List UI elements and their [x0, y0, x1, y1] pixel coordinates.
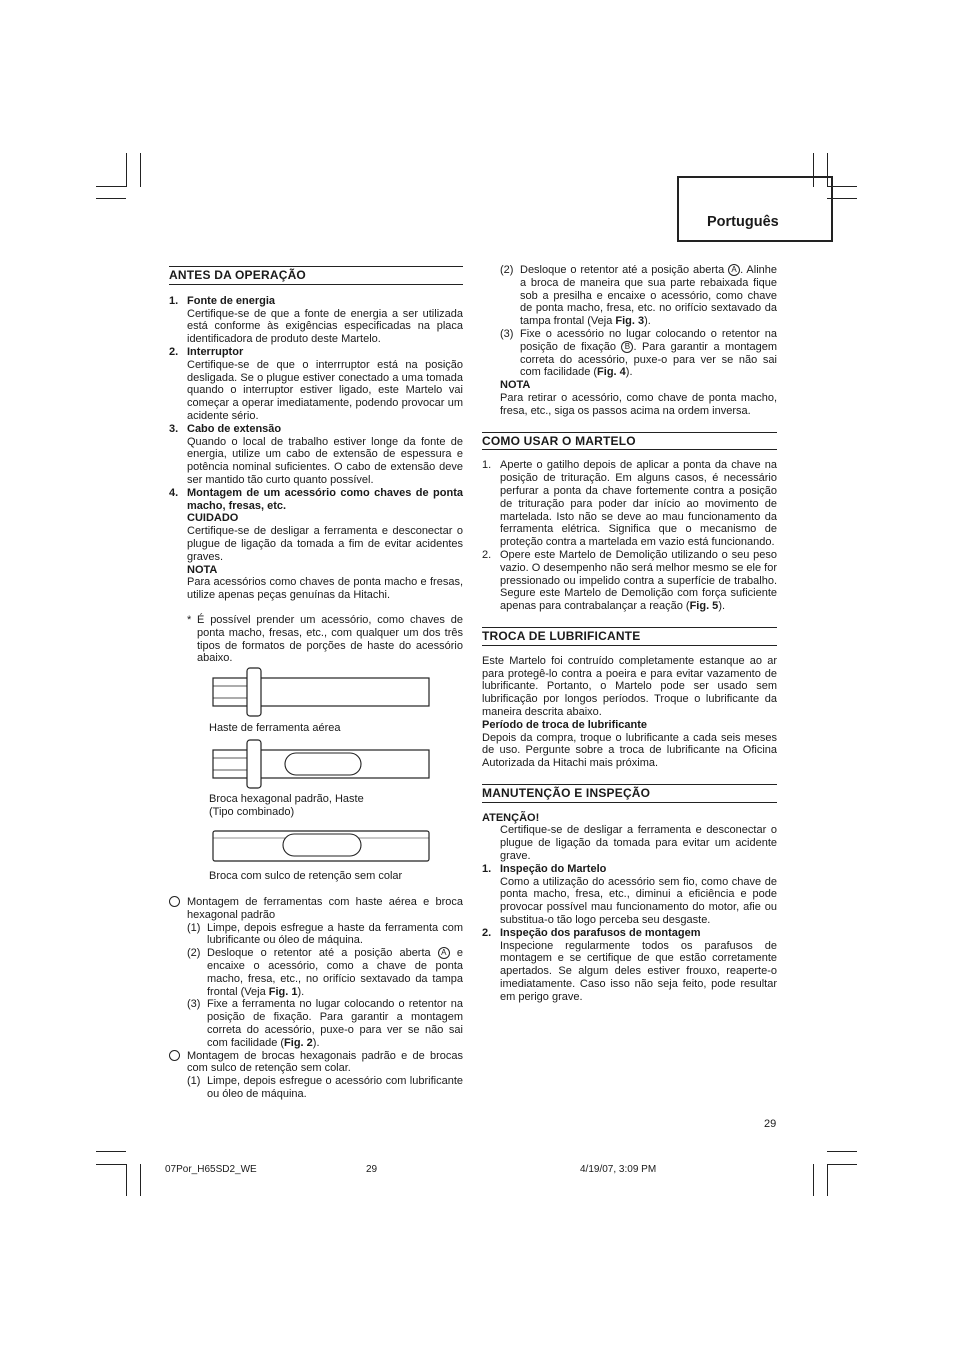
crop-mark: [96, 1151, 126, 1152]
circle-bullet-icon: [169, 1050, 180, 1061]
list-item: Montagem de ferramentas com haste aérea e broca hexagonal padrão: [169, 896, 463, 922]
crop-mark: [96, 198, 126, 199]
shank-figure-groove: [209, 827, 435, 867]
position-a-icon: A: [438, 947, 450, 959]
position-b-icon: B: [621, 341, 633, 353]
note-paragraph: * É possível prender um acessório, como chaves de ponta macho, fresas, etc., com qualquer um dos três tipos de formatos de porções de haste do acessório abaixo.: [187, 613, 463, 665]
list-item: (2) Desloque o retentor até a posição aberta A . Alinhe a broca de maneira que sua parte rebaixada fique sob a presilha e encaixe o acessório, como chave de ponta macho, fresa, etc. no orifício sextavado da tampa frontal (Veja Fig. 3).: [500, 264, 777, 328]
section-title-troca: TROCA DE LUBRIFICANTE: [482, 627, 777, 646]
list-item: (1) Limpe, depois esfregue o acessório com lubrificante ou óleo de máquina.: [187, 1075, 463, 1100]
list-item: 4. Montagem de um acessório como chaves de ponta macho, fresas, etc. CUIDADO Certifique-se de desligar a ferramenta e desconectar o plugue de ligação da tomada a fim de evitar acidentes graves. NOTA Para acessórios como chaves de ponta macho e fresas, utilize apenas peças genuínas da Hitachi.: [169, 486, 463, 602]
list-item: (3) Fixe o acessório no lugar colocando o retentor na posição de fixação B . Para garantir a montagem correta do acessório, puxe-o para ver se não sai com facilidade (Fig. 4).: [500, 327, 778, 379]
figure-caption: Broca hexagonal padrão, Haste (Tipo combinado): [209, 793, 364, 818]
crop-mark: [140, 153, 141, 187]
list-item: 2. Opere este Martelo de Demolição utilizando o seu peso vazio. O desempenho não será melhor mesmo se ele for pressionado ou impelido contra a superfície de trabalho. Segure este Martelo de Demolição com força suficiente apenas para contrabalançar a reação (Fig. 5).: [482, 548, 777, 613]
crop-mark: [813, 1164, 814, 1196]
position-a-icon: A: [728, 264, 740, 276]
crop-mark: [96, 186, 126, 187]
nota-label: NOTA: [187, 563, 218, 576]
section-title-manutencao: MANUTENÇÃO E INSPEÇÃO: [482, 784, 777, 803]
shank-figure-hex: [209, 738, 435, 790]
crop-mark: [96, 1164, 126, 1165]
crop-mark: [827, 1164, 828, 1196]
crop-mark: [140, 1164, 141, 1196]
footer-file: 07Por_H65SD2_WE: [165, 1164, 257, 1175]
shank-figure-aerial: [209, 666, 435, 718]
caution-label: CUIDADO: [187, 512, 239, 525]
list-item: 1. Inspeção do Martelo Como a utilização do acessório sem fio, como chave de ponta macho, fresa, etc., diminui a eficiência e pode provocar possível mau funcionamento do motor, afie ou substitua-o tão logo perceba seu desgaste.: [482, 862, 777, 927]
crop-mark: [126, 153, 127, 187]
crop-mark: [827, 1164, 857, 1165]
right-column: (2) Desloque o retentor até a posição aberta A . Alinhe a broca de maneira que sua parte rebaixada fique sob a presilha e encaixe o acessório, como chave de ponta macho, fresa, etc. no orifício sextavado da tampa frontal (Veja Fig. 3). (3) Fixe o acessório no lugar colocando o retentor na posição de fixação B . Para garantir a montagem correta do acessório, puxe-o para ver se não sai com facilidade (Fig. 4). NOTA Para retirar o acessório, como chave de ponta macho, fresa, etc., siga os passos acima na ordem inversa. COMO USAR O MARTELO 1. Aperte o gatilho depois de aplicar a ponta da chave na posição de trituração. Em alguns casos, é necessário perfurar a ponta da chave fortemente contra a posição de trituração para poder dar início ao movimento de martelada. Isto não se deve ao mau funcionamento da ferramenta elétrica. Significa que o mecanismo de proteção contra a martelada em vazio está funcionando. 2. Opere este Martelo de Demolição utilizando o seu peso vazio. O desempenho não será melhor mesmo se ele for pressionado ou impelido contra a superfície de trabalho. Segure este Martelo de Demolição com força suficiente apenas para contrabalançar a reação (Fig. 5). TROCA DE LUBRIFICANTE Este Martelo foi contruído completamente estanque ao ar para protegê-lo contra a poeira e para evitar vazamento de lubrificante. Portanto, o Martelo pode ser usado sem lubrificação por longos períodos. Troque o lubrificante da maneira descrita abaixo. Período de troca de lubrificante Depois da compra, troque o lubrificante a cada seis meses de uso. Pergunte sobre a troca de lubrificante na Oficina Autorizada da Hitachi mais próxima. MANUTENÇÃO E INSPEÇÃO ATENÇÃO! Certifique-se de desligar a ferramenta e desconectar o plugue de ligação da tomada para evitar um acidente grave. 1. Inspeção do Martelo Como a utilização do acessório sem fio, como chave de ponta macho, fresa, etc., diminui a eficiência e pode provocar possível mau funcionamento do motor, afie ou substitua-o tão logo perceba seu desgaste. 2. Inspeção dos parafusos de montagem Inspecione regularmente todos os parafusos de montagem e se certifique de que estão corretamente apertados. Se algum deles estiver frouxo, reaperte-o imediatamente. Caso isso não seja feito, pode resultar em perigo grave.: [482, 264, 778, 1003]
language-tab: [677, 176, 833, 242]
crop-mark: [827, 1151, 857, 1152]
list-item: (3) Fixe a ferramenta no lugar colocando o retentor na posição de fixação. Para garantir a montagem correta do acessório, puxe-o para ver se não sai com facilidade (Fig. 2).: [187, 998, 463, 1049]
footer-date: 4/19/07, 3:09 PM: [580, 1164, 657, 1175]
section-title-como-usar: COMO USAR O MARTELO: [482, 432, 777, 451]
footer-page: 29: [366, 1164, 378, 1175]
circle-bullet-icon: [169, 896, 180, 907]
list-item: 1. Aperte o gatilho depois de aplicar a ponta da chave na posição de trituração. Em alguns casos, é necessário perfurar a ponta da chave fortemente contra a posição de trituração para poder dar início ao movimento de martelada. Isto não se deve ao mau funcionamento da ferramenta elétrica. Significa que o mecanismo de proteção contra a martelada em vazio está funcionando.: [482, 459, 777, 549]
list-item: (1) Limpe, depois esfregue a haste da ferramenta com lubrificante ou óleo de máquina.: [187, 921, 463, 947]
list-item: (2) Desloque o retentor até a posição aberta A e encaixe o acessório, como a chave de ponta macho, fresa, etc., no orifício sextavado da tampa frontal (Veja Fig. 1).: [187, 947, 463, 998]
figure-caption: Broca com sulco de retenção sem colar: [209, 870, 403, 882]
left-column-lower: [169, 896, 463, 1101]
attention-label: ATENÇÃO!: [482, 811, 540, 824]
list-item: 2. Interruptor Certifique-se de que o interrruptor está na posição desligada. Se o plugue estiver conectado a uma tomada quando o interruptor estiver ligado, este Martelo vai começar a operar imediatamente, podendo provocar um acidente sério.: [169, 345, 463, 422]
left-column: [169, 266, 463, 665]
crop-mark: [126, 1164, 127, 1196]
section-title-antes: ANTES DA OPERAÇÃO: [169, 266, 463, 285]
list-item: 3. Cabo de extensão Quando o local de trabalho estiver longe da fonte de energia, utilize um cabo de extensão de espessura e potência nominal suficientes. O cabo de extensão deve ser mantido tão curto quanto possível.: [169, 422, 463, 486]
list-item: 1. Fonte de energia Certifique-se de que a fonte de energia a ser utilizada está conforme às exigências especificadas na placa identificadora de produto deste Martelo.: [169, 294, 463, 346]
page-number: 29: [764, 1118, 777, 1130]
nota-label: NOTA: [500, 379, 531, 392]
language-label: Português: [707, 214, 779, 230]
list-item: Montagem de brocas hexagonais padrão e de brocas com sulco de retenção sem colar.: [169, 1050, 463, 1076]
figure-caption: Haste de ferramenta aérea: [209, 722, 341, 734]
list-item: 2. Inspeção dos parafusos de montagem Inspecione regularmente todos os parafusos de montagem e se certifique de que estão corretamente apertados. Se algum deles estiver frouxo, reaperte-o imediatamente. Caso isso não seja feito, pode resultar em perigo grave.: [482, 926, 777, 1003]
